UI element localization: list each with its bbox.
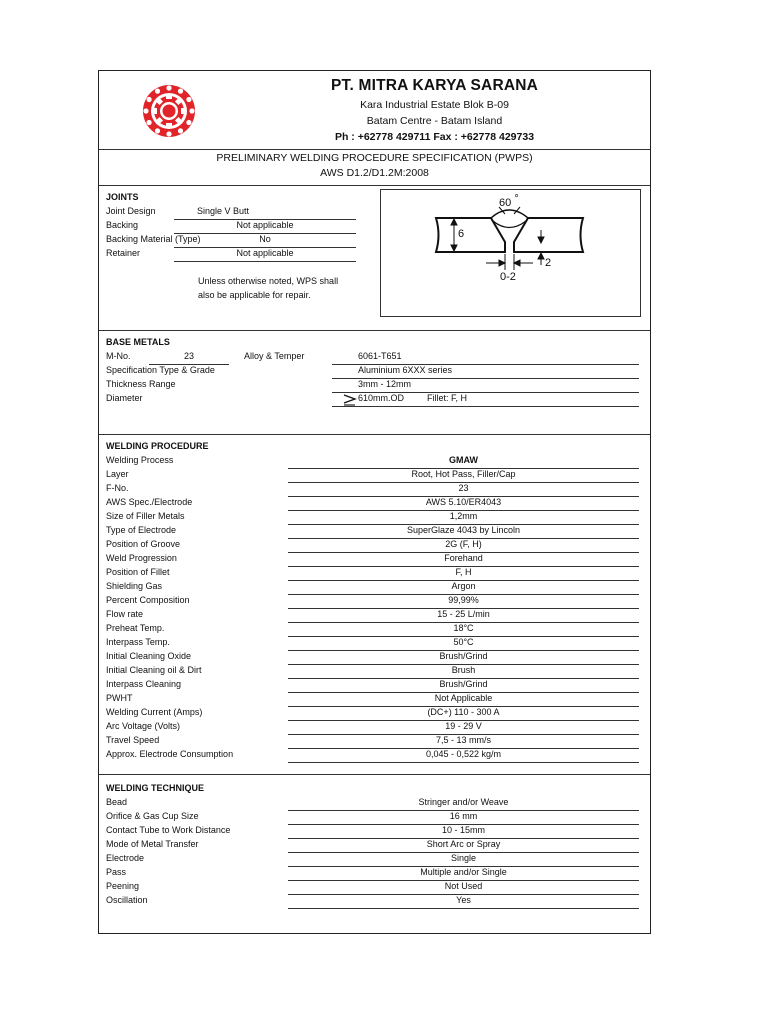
company-name: PT. MITRA KARYA SARANA	[330, 77, 539, 94]
welding-technique-row-label: Mode of Metal Transfer	[106, 839, 199, 849]
joints-heading: JOINTS	[106, 192, 139, 202]
welding-procedure-row-label: Type of Electrode	[106, 525, 177, 535]
welding-procedure-row-label: Size of Filler Metals	[106, 511, 185, 521]
repair-note-line-2: also be applicable for repair.	[198, 290, 311, 300]
welding-procedure-heading: WELDING PROCEDURE	[106, 441, 209, 451]
thickness-label: 6	[458, 228, 465, 240]
welding-procedure-row-value: 23	[458, 483, 469, 493]
welding-procedure-row-label: Position of Groove	[106, 539, 181, 549]
company-contact: Ph : +62778 429711 Fax : +62778 429733	[334, 131, 535, 143]
diameter-label: Diameter	[106, 393, 143, 403]
retainer-value: Not applicable	[236, 248, 294, 258]
greater-or-equal-icon	[343, 394, 357, 406]
welding-procedure-row-label: PWHT	[106, 693, 133, 703]
welding-procedure-row-label: Layer	[106, 469, 129, 479]
spec-type-grade-value: Aluminium 6XXX series	[358, 365, 453, 375]
welding-procedure-row-value: 2G (F, H)	[445, 539, 482, 549]
welding-procedure-row-label: Shielding Gas	[106, 581, 163, 591]
welding-technique-row-value: Single	[450, 853, 477, 863]
welding-procedure-row-label: Approx. Electrode Consumption	[106, 749, 234, 759]
welding-procedure-row-label: Preheat Temp.	[106, 623, 165, 633]
welding-procedure-row-value: Root, Hot Pass, Filler/Cap	[411, 469, 516, 479]
welding-procedure-row-value: 50°C	[453, 637, 474, 647]
backing-label: Backing	[106, 220, 139, 230]
underline	[332, 406, 639, 407]
welding-procedure-row-label: Initial Cleaning Oxide	[106, 651, 192, 661]
welding-technique-row-label: Pass	[106, 867, 127, 877]
welding-technique-row-label: Oscillation	[106, 895, 148, 905]
welding-technique-row-label: Bead	[106, 797, 128, 807]
welding-procedure-row-value: 19 - 29 V	[445, 721, 482, 731]
welding-procedure-row-value: AWS 5.10/ER4043	[425, 497, 502, 507]
welding-technique-row-value: Yes	[456, 895, 471, 905]
degree-icon: °	[514, 193, 519, 205]
thickness-range-label: Thickness Range	[106, 379, 176, 389]
welding-procedure-row-value: 18°C	[453, 623, 474, 633]
welding-procedure-row-label: F-No.	[106, 483, 129, 493]
welding-procedure-row-value: (DC+) 110 - 300 A	[427, 707, 500, 717]
welding-technique-heading: WELDING TECHNIQUE	[106, 783, 204, 793]
welding-technique-section	[99, 774, 650, 935]
welding-procedure-row-value: Argon	[451, 581, 476, 591]
joint-diagram	[380, 189, 641, 317]
company-logo-gear-icon	[137, 79, 201, 143]
company-address-2: Batam Centre - Batam Island	[366, 115, 503, 127]
wps-document	[98, 70, 651, 934]
welding-procedure-row-label: Welding Current (Amps)	[106, 707, 203, 717]
title-line-1: PRELIMINARY WELDING PROCEDURE SPECIFICATION (PWPS)	[216, 152, 533, 164]
welding-procedure-row-value: 15 - 25 L/min	[437, 609, 490, 619]
welding-technique-row-label: Orifice & Gas Cup Size	[106, 811, 199, 821]
welding-procedure-row-label: Flow rate	[106, 609, 144, 619]
welding-procedure-row-value: Not Applicable	[434, 693, 493, 703]
welding-procedure-row-value: Brush/Grind	[439, 651, 488, 661]
backing-material-value: No	[259, 234, 271, 244]
welding-technique-row-label: Peening	[106, 881, 140, 891]
m-no-label: M-No.	[106, 351, 131, 361]
fillet-position-value: Fillet: F, H	[427, 393, 468, 403]
welding-procedure-row-value: 0,045 - 0,522 kg/m	[425, 749, 502, 759]
welding-technique-row-label: Electrode	[106, 853, 145, 863]
thickness-range-value: 3mm - 12mm	[358, 379, 412, 389]
retainer-label: Retainer	[106, 248, 141, 258]
welding-procedure-row-label: Arc Voltage (Volts)	[106, 721, 181, 731]
welding-procedure-row-value: Forehand	[444, 553, 483, 563]
welding-procedure-row-value: GMAW	[449, 455, 478, 465]
root-face-label: 2	[545, 257, 552, 269]
document-title	[99, 149, 650, 186]
welding-technique-row-value: Stringer and/or Weave	[418, 797, 509, 807]
welding-procedure-row-label: Position of Fillet	[106, 567, 170, 577]
welding-procedure-row-label: Weld Progression	[106, 553, 177, 563]
welding-procedure-row-value: 99,99%	[448, 595, 479, 605]
company-address-1: Kara Industrial Estate Blok B-09	[360, 99, 509, 111]
backing-value: Not applicable	[236, 220, 294, 230]
welding-procedure-row-value: 1,2mm	[449, 511, 478, 521]
welding-procedure-row-label: Initial Cleaning oil & Dirt	[106, 665, 202, 675]
welding-procedure-row-label: AWS Spec./Electrode	[106, 497, 193, 507]
document-header	[99, 71, 650, 150]
repair-note-line-1: Unless otherwise noted, WPS shall	[198, 276, 339, 286]
welding-technique-row-value: 16 mm	[449, 811, 478, 821]
base-metals-heading: BASE METALS	[106, 337, 170, 347]
welding-procedure-row-label: Interpass Temp.	[106, 637, 170, 647]
welding-technique-row-value: 10 - 15mm	[441, 825, 485, 835]
welding-procedure-section	[99, 434, 650, 775]
welding-procedure-row-label: Travel Speed	[106, 735, 160, 745]
title-line-2: AWS D1.2/D1.2M:2008	[320, 167, 429, 179]
m-no-value: 23	[183, 351, 194, 361]
welding-procedure-row-value: Brush	[451, 665, 476, 675]
joint-design-value: Single V Butt	[197, 206, 250, 216]
backing-material-label: Backing Material (Type)	[106, 234, 201, 244]
welding-technique-row-value: Multiple and/or Single	[420, 867, 507, 877]
welding-procedure-row-value: F, H	[455, 567, 472, 577]
groove-angle-label: 60 °	[499, 193, 519, 209]
alloy-temper-label: Alloy & Temper	[244, 351, 305, 361]
welding-procedure-row-value: SuperGlaze 4043 by Lincoln	[406, 525, 521, 535]
joint-design-label: Joint Design	[106, 206, 156, 216]
spec-type-grade-label: Specification Type & Grade	[106, 365, 215, 375]
welding-technique-row-value: Short Arc or Spray	[426, 839, 501, 849]
root-gap-label: 0-2	[500, 271, 516, 283]
welding-procedure-row-label: Percent Composition	[106, 595, 190, 605]
welding-procedure-row-label: Welding Process	[106, 455, 174, 465]
underline	[288, 762, 639, 763]
welding-procedure-row-value: Brush/Grind	[439, 679, 488, 689]
company-info	[219, 77, 650, 143]
welding-technique-row-label: Contact Tube to Work Distance	[106, 825, 231, 835]
diameter-value: 610mm.OD	[358, 393, 405, 403]
alloy-temper-value: 6061-T651	[358, 351, 402, 361]
underline	[174, 261, 356, 262]
underline	[288, 908, 639, 909]
base-metals-section	[99, 330, 650, 435]
welding-procedure-row-label: Interpass Cleaning	[106, 679, 182, 689]
welding-procedure-row-value: 7,5 - 13 mm/s	[435, 735, 491, 745]
welding-technique-row-value: Not Used	[444, 881, 483, 891]
